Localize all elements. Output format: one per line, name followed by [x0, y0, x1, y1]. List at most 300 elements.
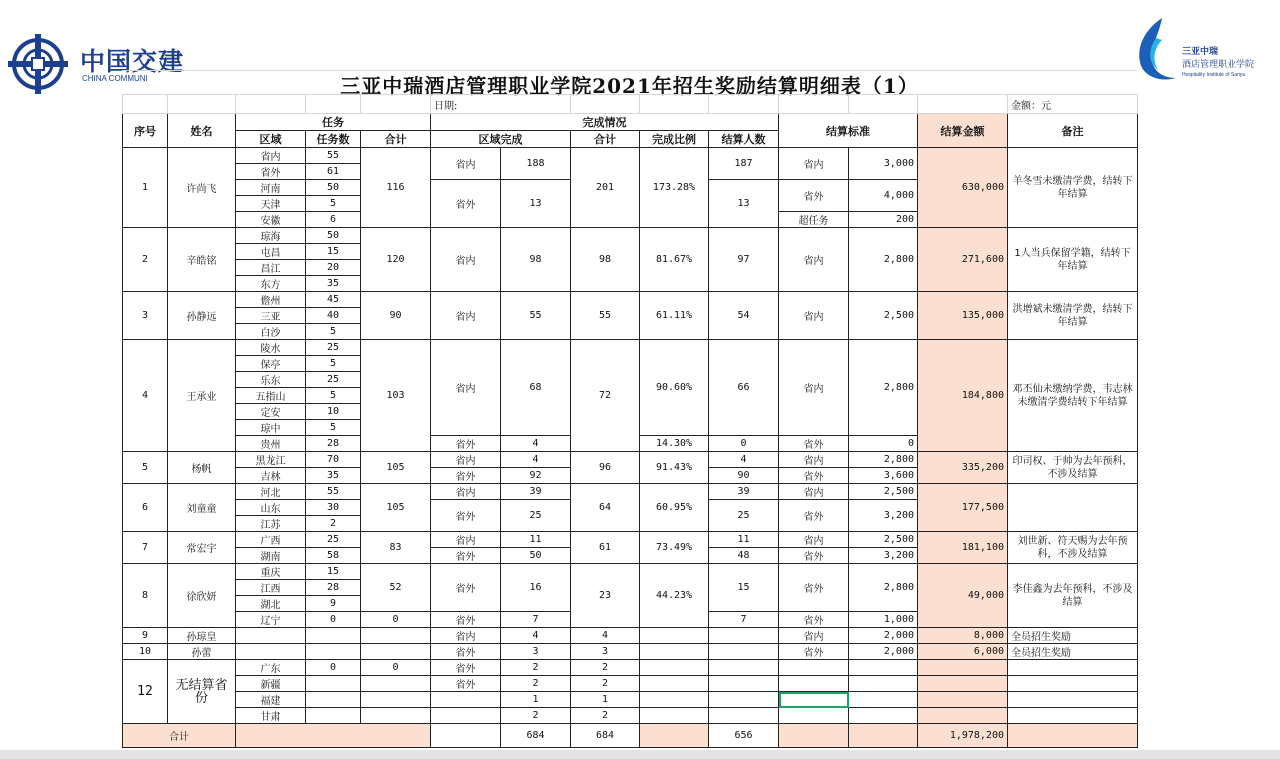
- settlement-table: [122, 94, 1138, 748]
- region-cell[interactable]: 吉林: [236, 468, 306, 484]
- task-count-cell[interactable]: 25: [306, 532, 361, 548]
- region-cell[interactable]: 江西: [236, 580, 306, 596]
- done-region-cell[interactable]: [431, 708, 501, 724]
- done-count-cell[interactable]: 2: [501, 676, 571, 692]
- seq-cell[interactable]: 5: [123, 452, 168, 484]
- ratio-cell[interactable]: [640, 660, 709, 676]
- seq-cell[interactable]: 1: [123, 148, 168, 228]
- remark-cell[interactable]: 李佳鑫为去年预科，不涉及结算: [1008, 564, 1138, 628]
- total-remark-cell[interactable]: [1008, 724, 1138, 748]
- date-label[interactable]: 日期:: [431, 95, 571, 114]
- remark-cell[interactable]: 羊冬雪未缴清学费，结转下年结算: [1008, 148, 1138, 228]
- task-count-cell[interactable]: 6: [306, 212, 361, 228]
- done-count-cell[interactable]: 92: [501, 468, 571, 484]
- region-cell[interactable]: 昌江: [236, 260, 306, 276]
- done-region-cell[interactable]: 省外: [431, 436, 501, 452]
- std-region-cell[interactable]: 省外: [779, 548, 849, 564]
- remark-cell[interactable]: [1008, 484, 1138, 532]
- done-region-cell[interactable]: 省内: [431, 148, 501, 180]
- done-region-cell[interactable]: 省内: [431, 484, 501, 500]
- done-total-cell[interactable]: 64: [571, 484, 640, 532]
- header-task-count[interactable]: 任务数: [306, 131, 361, 148]
- std-amount-cell[interactable]: 3,000: [849, 148, 918, 180]
- std-region-cell[interactable]: 省外: [779, 644, 849, 660]
- settle-cell[interactable]: 54: [709, 292, 779, 340]
- done-region-cell[interactable]: [431, 692, 501, 708]
- settle-cell[interactable]: 66: [709, 340, 779, 436]
- total-done-cell[interactable]: 684: [501, 724, 571, 748]
- amount-cell[interactable]: 184,800: [918, 340, 1008, 452]
- settle-cell[interactable]: [709, 644, 779, 660]
- done-region-cell[interactable]: 省外: [431, 180, 501, 228]
- header-task[interactable]: 任务: [236, 114, 431, 131]
- seq-cell[interactable]: 10: [123, 644, 168, 660]
- done-count-cell[interactable]: 16: [501, 564, 571, 612]
- settle-cell[interactable]: 0: [709, 436, 779, 452]
- std-amount-cell[interactable]: 2,800: [849, 228, 918, 292]
- std-region-cell[interactable]: 省外: [779, 564, 849, 612]
- name-cell[interactable]: 许尚飞: [168, 148, 236, 228]
- settle-cell[interactable]: 15: [709, 564, 779, 612]
- done-count-cell[interactable]: 4: [501, 436, 571, 452]
- settle-cell[interactable]: 97: [709, 228, 779, 292]
- done-total-cell[interactable]: 201: [571, 148, 640, 228]
- done-region-cell[interactable]: 省外: [431, 676, 501, 692]
- done-count-cell[interactable]: 1: [501, 692, 571, 708]
- amount-cell[interactable]: 177,500: [918, 484, 1008, 532]
- task-count-cell[interactable]: 5: [306, 356, 361, 372]
- done-total-cell[interactable]: 55: [571, 292, 640, 340]
- region-cell[interactable]: 琼中: [236, 420, 306, 436]
- total-std-amount-cell[interactable]: [849, 724, 918, 748]
- std-region-cell[interactable]: 省内: [779, 148, 849, 180]
- task-total-cell[interactable]: 105: [361, 484, 431, 532]
- done-total-cell[interactable]: 3: [571, 644, 640, 660]
- task-count-cell[interactable]: [306, 676, 361, 692]
- settle-cell[interactable]: 4: [709, 452, 779, 468]
- amount-cell[interactable]: [918, 676, 1008, 692]
- task-count-cell[interactable]: 55: [306, 148, 361, 164]
- bottom-scroll-area[interactable]: [0, 750, 1280, 759]
- task-total-cell[interactable]: 120: [361, 228, 431, 292]
- task-count-cell[interactable]: 55: [306, 484, 361, 500]
- region-cell[interactable]: [236, 628, 306, 644]
- std-region-cell[interactable]: [779, 708, 849, 724]
- remark-cell[interactable]: [1008, 692, 1138, 708]
- task-count-cell[interactable]: 2: [306, 516, 361, 532]
- total-done-total-cell[interactable]: 684: [571, 724, 640, 748]
- std-amount-cell[interactable]: 4,000: [849, 180, 918, 212]
- remark-cell[interactable]: [1008, 708, 1138, 724]
- seq-cell[interactable]: 4: [123, 340, 168, 452]
- task-count-cell[interactable]: 25: [306, 340, 361, 356]
- settle-cell[interactable]: [709, 692, 779, 708]
- std-amount-cell[interactable]: 0: [849, 436, 918, 452]
- seq-cell[interactable]: 12: [123, 660, 168, 724]
- settle-cell[interactable]: 25: [709, 500, 779, 532]
- done-region-cell[interactable]: 省外: [431, 548, 501, 564]
- region-cell[interactable]: 定安: [236, 404, 306, 420]
- task-total-cell[interactable]: 0: [361, 612, 431, 628]
- done-total-cell[interactable]: 2: [571, 676, 640, 692]
- name-cell[interactable]: 孙蕾: [168, 644, 236, 660]
- ratio-cell[interactable]: 90.60%: [640, 340, 709, 436]
- std-region-cell[interactable]: 省外: [779, 436, 849, 452]
- ratio-cell[interactable]: 91.43%: [640, 452, 709, 484]
- std-region-cell[interactable]: 省内: [779, 532, 849, 548]
- amount-cell[interactable]: 335,200: [918, 452, 1008, 484]
- done-region-cell[interactable]: 省外: [431, 612, 501, 628]
- remark-cell[interactable]: [1008, 676, 1138, 692]
- std-amount-cell[interactable]: [849, 708, 918, 724]
- name-cell[interactable]: 杨帆: [168, 452, 236, 484]
- settle-cell[interactable]: 90: [709, 468, 779, 484]
- region-cell[interactable]: 屯昌: [236, 244, 306, 260]
- task-count-cell[interactable]: 15: [306, 564, 361, 580]
- std-amount-cell[interactable]: 2,500: [849, 532, 918, 548]
- table-row: [123, 484, 1138, 500]
- region-cell[interactable]: 省内: [236, 148, 306, 164]
- done-count-cell[interactable]: 39: [501, 484, 571, 500]
- name-cell[interactable]: 徐欣妍: [168, 564, 236, 628]
- std-amount-cell[interactable]: 2,800: [849, 340, 918, 436]
- header-task-total[interactable]: 合计: [361, 131, 431, 148]
- done-total-cell[interactable]: 2: [571, 660, 640, 676]
- std-region-cell[interactable]: [779, 676, 849, 692]
- selected-cell[interactable]: [779, 692, 849, 708]
- ratio-cell[interactable]: 60.95%: [640, 484, 709, 532]
- header-amount[interactable]: 结算金额: [918, 114, 1008, 148]
- unit-label[interactable]: 金额：元: [1008, 95, 1138, 114]
- name-cell[interactable]: 刘童童: [168, 484, 236, 532]
- task-total-cell[interactable]: 52: [361, 564, 431, 612]
- task-count-cell[interactable]: 10: [306, 404, 361, 420]
- settle-cell[interactable]: 187: [709, 148, 779, 180]
- region-cell[interactable]: 甘肃: [236, 708, 306, 724]
- seq-cell[interactable]: 3: [123, 292, 168, 340]
- std-amount-cell[interactable]: 3,600: [849, 468, 918, 484]
- done-region-cell[interactable]: 省外: [431, 468, 501, 484]
- std-region-cell[interactable]: 省内: [779, 628, 849, 644]
- std-region-cell[interactable]: 省外: [779, 612, 849, 628]
- header-row-1: [123, 114, 1138, 131]
- region-cell[interactable]: 重庆: [236, 564, 306, 580]
- region-cell[interactable]: 广东: [236, 660, 306, 676]
- region-cell[interactable]: 山东: [236, 500, 306, 516]
- done-total-cell[interactable]: 4: [571, 628, 640, 644]
- done-region-cell[interactable]: 省内: [431, 292, 501, 340]
- region-cell[interactable]: 河北: [236, 484, 306, 500]
- done-region-cell[interactable]: 省外: [431, 564, 501, 612]
- done-count-cell[interactable]: 68: [501, 340, 571, 436]
- name-cell[interactable]: 常宏宇: [168, 532, 236, 564]
- task-count-cell[interactable]: 40: [306, 308, 361, 324]
- done-total-cell[interactable]: 61: [571, 532, 640, 564]
- total-task-cell[interactable]: [236, 724, 431, 748]
- remark-cell[interactable]: 邓丕仙未缴纳学费，韦志林未缴清学费结转下年结算: [1008, 340, 1138, 452]
- region-cell[interactable]: 新疆: [236, 676, 306, 692]
- std-region-cell[interactable]: 省内: [779, 228, 849, 292]
- ratio-cell[interactable]: [640, 692, 709, 708]
- done-total-cell[interactable]: 72: [571, 340, 640, 452]
- remark-cell[interactable]: 全员招生奖励: [1008, 644, 1138, 660]
- std-region-cell[interactable]: 省内: [779, 292, 849, 340]
- std-amount-cell[interactable]: 2,800: [849, 564, 918, 612]
- task-total-cell[interactable]: [361, 628, 431, 644]
- settle-cell[interactable]: 13: [709, 180, 779, 228]
- region-cell[interactable]: 湖南: [236, 548, 306, 564]
- remark-cell[interactable]: 1人当兵保留学籍，结转下年结算: [1008, 228, 1138, 292]
- region-cell[interactable]: 五指山: [236, 388, 306, 404]
- header-name[interactable]: 姓名: [168, 114, 236, 148]
- amount-cell[interactable]: 6,000: [918, 644, 1008, 660]
- task-count-cell[interactable]: [306, 644, 361, 660]
- settle-cell[interactable]: [709, 628, 779, 644]
- task-count-cell[interactable]: 5: [306, 420, 361, 436]
- region-cell[interactable]: [236, 644, 306, 660]
- done-region-cell[interactable]: 省内: [431, 340, 501, 436]
- seq-cell[interactable]: 2: [123, 228, 168, 292]
- task-count-cell[interactable]: 0: [306, 612, 361, 628]
- seq-cell[interactable]: 6: [123, 484, 168, 532]
- header-seq[interactable]: 序号: [123, 114, 168, 148]
- settle-cell[interactable]: [709, 708, 779, 724]
- region-cell[interactable]: 省外: [236, 164, 306, 180]
- name-cell[interactable]: 无结算省份: [168, 660, 236, 724]
- done-count-cell[interactable]: 4: [501, 452, 571, 468]
- settle-cell[interactable]: 39: [709, 484, 779, 500]
- done-count-cell[interactable]: 98: [501, 228, 571, 292]
- total-amount-cell[interactable]: 1,978,200: [918, 724, 1008, 748]
- amount-cell[interactable]: 271,600: [918, 228, 1008, 292]
- task-total-cell[interactable]: [361, 644, 431, 660]
- seq-cell[interactable]: 9: [123, 628, 168, 644]
- region-cell[interactable]: 陵水: [236, 340, 306, 356]
- settle-cell[interactable]: [709, 676, 779, 692]
- done-count-cell[interactable]: 11: [501, 532, 571, 548]
- std-region-cell[interactable]: 省内: [779, 484, 849, 500]
- total-settle-cell[interactable]: 656: [709, 724, 779, 748]
- task-total-cell[interactable]: 90: [361, 292, 431, 340]
- task-count-cell[interactable]: 5: [306, 388, 361, 404]
- std-amount-cell[interactable]: 2,800: [849, 452, 918, 468]
- done-region-cell[interactable]: 省外: [431, 660, 501, 676]
- task-count-cell[interactable]: [306, 628, 361, 644]
- std-region-cell[interactable]: 省外: [779, 500, 849, 532]
- ratio-cell[interactable]: 81.67%: [640, 228, 709, 292]
- header-remark[interactable]: 备注: [1008, 114, 1138, 148]
- region-cell[interactable]: 东方: [236, 276, 306, 292]
- task-count-cell[interactable]: 5: [306, 196, 361, 212]
- std-amount-cell[interactable]: 3,200: [849, 548, 918, 564]
- name-cell[interactable]: 王承业: [168, 340, 236, 452]
- std-region-cell[interactable]: 省内: [779, 452, 849, 468]
- done-count-cell[interactable]: 50: [501, 548, 571, 564]
- ratio-cell[interactable]: 173.28%: [640, 148, 709, 228]
- region-cell[interactable]: 安徽: [236, 212, 306, 228]
- amount-cell[interactable]: 630,000: [918, 148, 1008, 228]
- std-amount-cell[interactable]: 1,000: [849, 612, 918, 628]
- total-ratio-cell[interactable]: [640, 724, 709, 748]
- task-count-cell[interactable]: 0: [306, 660, 361, 676]
- region-cell[interactable]: 江苏: [236, 516, 306, 532]
- done-total-cell[interactable]: 23: [571, 564, 640, 628]
- std-amount-cell[interactable]: 2,500: [849, 484, 918, 500]
- std-amount-cell[interactable]: [849, 692, 918, 708]
- task-count-cell[interactable]: 30: [306, 500, 361, 516]
- task-count-cell[interactable]: 45: [306, 292, 361, 308]
- remark-cell[interactable]: 印司权、于帅为去年预科，不涉及结算: [1008, 452, 1138, 484]
- header-completion[interactable]: 完成情况: [431, 114, 779, 131]
- done-region-cell[interactable]: 省外: [431, 500, 501, 532]
- task-total-cell[interactable]: [361, 692, 431, 708]
- region-cell[interactable]: 三亚: [236, 308, 306, 324]
- ratio-cell[interactable]: [640, 644, 709, 660]
- done-total-cell[interactable]: 1: [571, 692, 640, 708]
- total-done-region-cell[interactable]: [431, 724, 501, 748]
- done-total-cell[interactable]: 2: [571, 708, 640, 724]
- region-cell[interactable]: 儋州: [236, 292, 306, 308]
- task-total-cell[interactable]: 105: [361, 452, 431, 484]
- task-count-cell[interactable]: 25: [306, 372, 361, 388]
- task-count-cell[interactable]: 5: [306, 324, 361, 340]
- header-region[interactable]: 区域: [236, 131, 306, 148]
- total-std-region-cell[interactable]: [779, 724, 849, 748]
- settle-cell[interactable]: 7: [709, 612, 779, 628]
- remark-cell[interactable]: 洪增斌未缴清学费，结转下年结算: [1008, 292, 1138, 340]
- amount-cell[interactable]: 135,000: [918, 292, 1008, 340]
- done-count-cell[interactable]: 55: [501, 292, 571, 340]
- region-cell[interactable]: 贵州: [236, 436, 306, 452]
- task-count-cell[interactable]: 20: [306, 260, 361, 276]
- region-cell[interactable]: 黑龙江: [236, 452, 306, 468]
- task-count-cell[interactable]: 35: [306, 276, 361, 292]
- amount-cell[interactable]: [918, 660, 1008, 676]
- header-std[interactable]: 结算标准: [779, 114, 918, 148]
- std-region-cell[interactable]: [779, 660, 849, 676]
- task-total-cell[interactable]: 103: [361, 340, 431, 452]
- amount-cell[interactable]: 181,100: [918, 532, 1008, 564]
- ratio-cell[interactable]: 73.49%: [640, 532, 709, 564]
- remark-cell[interactable]: [1008, 660, 1138, 676]
- std-region-cell[interactable]: 超任务: [779, 212, 849, 228]
- region-cell[interactable]: 琼海: [236, 228, 306, 244]
- std-region-cell[interactable]: 省外: [779, 180, 849, 212]
- std-amount-cell[interactable]: 3,200: [849, 500, 918, 532]
- task-count-cell[interactable]: [306, 692, 361, 708]
- region-cell[interactable]: 福建: [236, 692, 306, 708]
- task-total-cell[interactable]: 116: [361, 148, 431, 228]
- done-count-cell[interactable]: 7: [501, 612, 571, 628]
- done-count-cell[interactable]: 3: [501, 644, 571, 660]
- done-count-cell[interactable]: 188: [501, 148, 571, 180]
- done-total-cell[interactable]: 96: [571, 452, 640, 484]
- header-settle-count[interactable]: 结算人数: [709, 131, 779, 148]
- ratio-cell[interactable]: [640, 628, 709, 644]
- settle-cell[interactable]: [709, 660, 779, 676]
- header-region-done[interactable]: 区域完成: [431, 131, 571, 148]
- task-count-cell[interactable]: 15: [306, 244, 361, 260]
- amount-cell[interactable]: [918, 708, 1008, 724]
- name-cell[interactable]: 辛皓铭: [168, 228, 236, 292]
- std-region-cell[interactable]: 省内: [779, 340, 849, 436]
- header-ratio[interactable]: 完成比例: [640, 131, 709, 148]
- amount-cell[interactable]: 49,000: [918, 564, 1008, 628]
- region-cell[interactable]: 河南: [236, 180, 306, 196]
- done-count-cell[interactable]: 4: [501, 628, 571, 644]
- done-region-cell[interactable]: 省内: [431, 228, 501, 292]
- task-count-cell[interactable]: 61: [306, 164, 361, 180]
- done-region-cell[interactable]: 省内: [431, 452, 501, 468]
- std-amount-cell[interactable]: 200: [849, 212, 918, 228]
- done-count-cell[interactable]: 2: [501, 708, 571, 724]
- settle-cell[interactable]: 48: [709, 548, 779, 564]
- region-cell[interactable]: 乐东: [236, 372, 306, 388]
- task-total-cell[interactable]: 83: [361, 532, 431, 564]
- name-cell[interactable]: 孙静远: [168, 292, 236, 340]
- region-cell[interactable]: 白沙: [236, 324, 306, 340]
- ratio-cell[interactable]: 44.23%: [640, 564, 709, 628]
- task-count-cell[interactable]: [306, 708, 361, 724]
- name-cell[interactable]: 孙琼皇: [168, 628, 236, 644]
- task-count-cell[interactable]: 50: [306, 228, 361, 244]
- region-cell[interactable]: 广西: [236, 532, 306, 548]
- done-count-cell[interactable]: 25: [501, 500, 571, 532]
- seq-cell[interactable]: 8: [123, 564, 168, 628]
- remark-cell[interactable]: 刘世新、符天赐为去年预科，不涉及结算: [1008, 532, 1138, 564]
- ratio-cell[interactable]: 61.11%: [640, 292, 709, 340]
- task-total-cell[interactable]: 0: [361, 660, 431, 676]
- task-count-cell[interactable]: 35: [306, 468, 361, 484]
- region-cell[interactable]: 辽宁: [236, 612, 306, 628]
- done-count-cell[interactable]: 13: [501, 180, 571, 228]
- done-region-cell[interactable]: 省外: [431, 644, 501, 660]
- done-region-cell[interactable]: 省内: [431, 628, 501, 644]
- done-total-cell[interactable]: 98: [571, 228, 640, 292]
- task-count-cell[interactable]: 70: [306, 452, 361, 468]
- done-region-cell[interactable]: 省内: [431, 532, 501, 548]
- std-amount-cell[interactable]: [849, 660, 918, 676]
- region-cell[interactable]: 保亭: [236, 356, 306, 372]
- region-cell[interactable]: 天津: [236, 196, 306, 212]
- ratio-cell[interactable]: 14.30%: [640, 436, 709, 452]
- std-amount-cell[interactable]: 2,000: [849, 644, 918, 660]
- task-total-cell[interactable]: [361, 708, 431, 724]
- header-done-total[interactable]: 合计: [571, 131, 640, 148]
- task-count-cell[interactable]: 9: [306, 596, 361, 612]
- amount-cell[interactable]: [918, 692, 1008, 708]
- cccc-logo-text: 中国交建: [80, 47, 185, 76]
- ratio-cell[interactable]: [640, 676, 709, 692]
- region-cell[interactable]: 湖北: [236, 596, 306, 612]
- task-count-cell[interactable]: 58: [306, 548, 361, 564]
- amount-cell[interactable]: 8,000: [918, 628, 1008, 644]
- remark-cell[interactable]: 全员招生奖励: [1008, 628, 1138, 644]
- std-region-cell[interactable]: 省外: [779, 468, 849, 484]
- task-total-cell[interactable]: [361, 676, 431, 692]
- done-count-cell[interactable]: 2: [501, 660, 571, 676]
- task-count-cell[interactable]: 50: [306, 180, 361, 196]
- seq-cell[interactable]: 7: [123, 532, 168, 564]
- settle-cell[interactable]: 11: [709, 532, 779, 548]
- std-amount-cell[interactable]: 2,500: [849, 292, 918, 340]
- std-amount-cell[interactable]: [849, 676, 918, 692]
- task-count-cell[interactable]: 28: [306, 580, 361, 596]
- total-label[interactable]: 合计: [123, 724, 236, 748]
- std-amount-cell[interactable]: 2,000: [849, 628, 918, 644]
- task-count-cell[interactable]: 28: [306, 436, 361, 452]
- ratio-cell[interactable]: [640, 708, 709, 724]
